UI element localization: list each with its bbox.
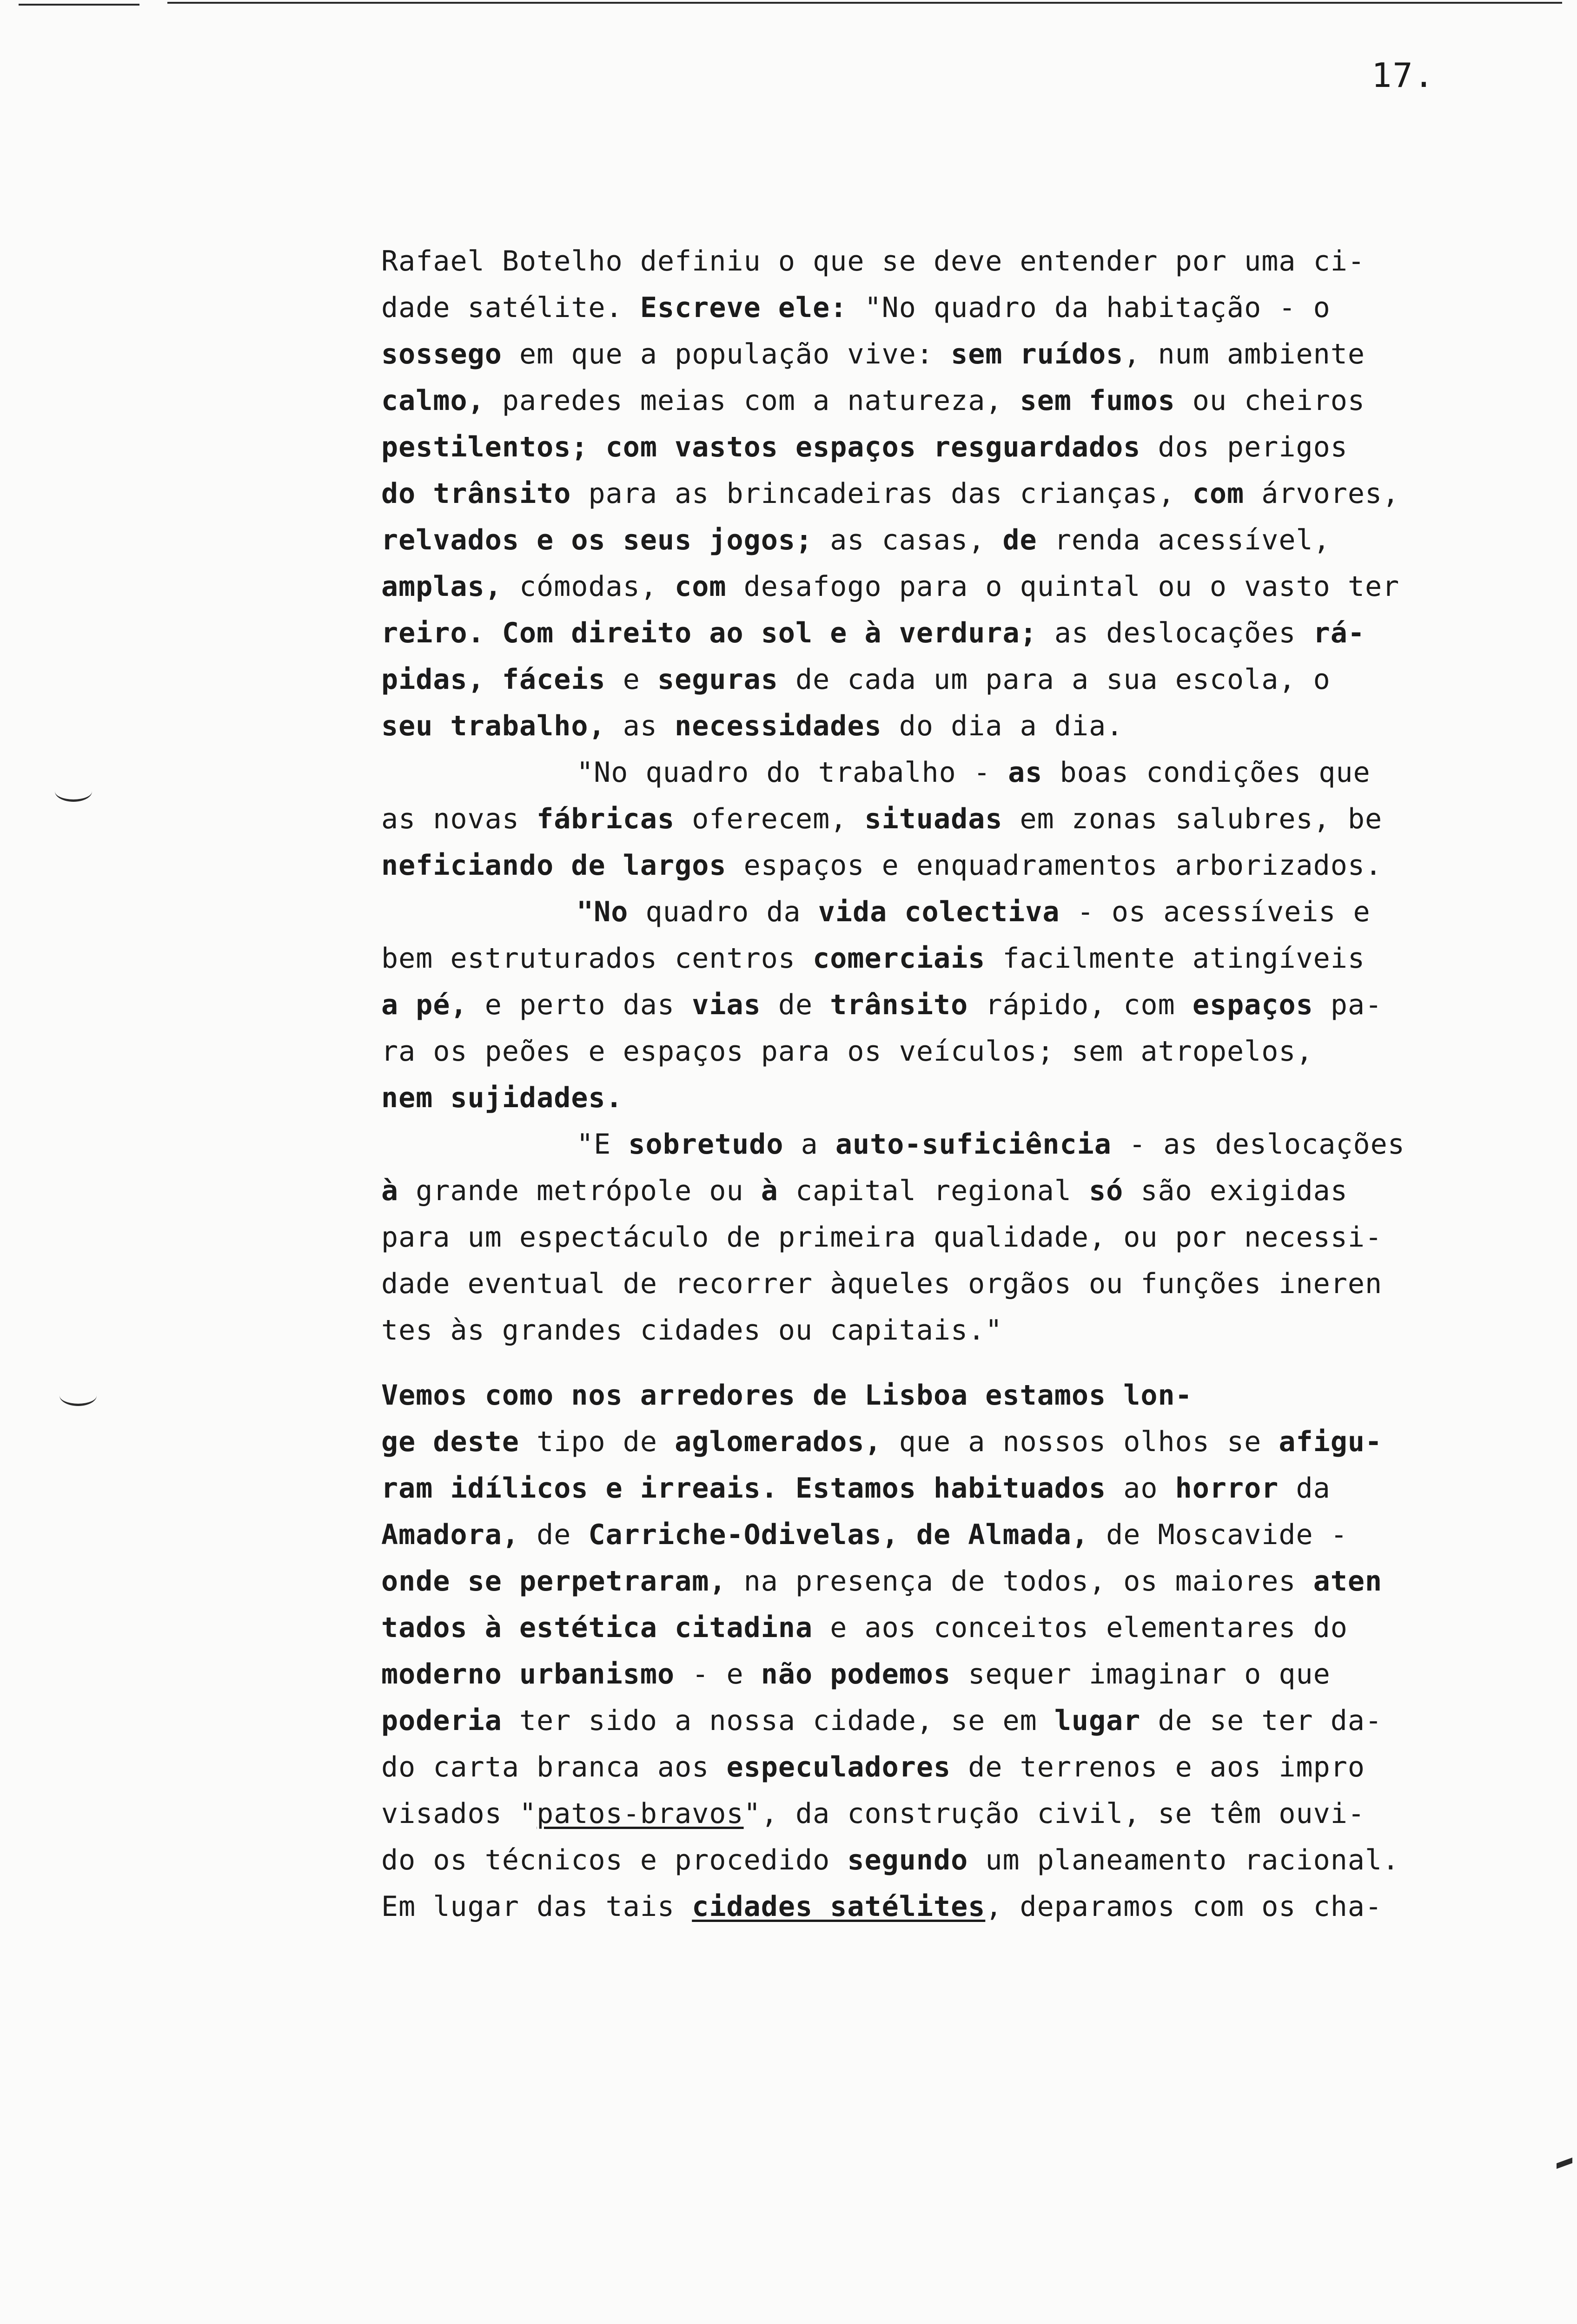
- text-line: [381, 1028, 1534, 1075]
- text-line: [381, 1168, 1534, 1214]
- text-run: de cada um para a sua escola, o: [778, 663, 1331, 696]
- text-run: as casas,: [813, 524, 1003, 556]
- text-run: "No quadro da habitação - o: [847, 291, 1331, 324]
- paragraph-5: [381, 1372, 1534, 1930]
- text-run: necessidades: [675, 710, 882, 742]
- text-run: só: [1089, 1175, 1124, 1207]
- text-run: espaços e enquadramentos arborizados.: [726, 849, 1383, 882]
- text-run: [588, 431, 605, 463]
- text-run: de: [1002, 524, 1037, 556]
- text-run: "E: [576, 1128, 629, 1161]
- text-run: as deslocações: [1037, 617, 1313, 649]
- text-run: dade eventual de recorrer àqueles orgãos ou funções ineren: [381, 1268, 1383, 1300]
- text-run: cómodas,: [502, 570, 675, 603]
- text-run: trânsito: [830, 989, 968, 1021]
- text-run: Amadora,: [381, 1519, 519, 1551]
- text-run: não podemos: [761, 1658, 951, 1690]
- text-line: [381, 1075, 1534, 1121]
- text-run: desafogo para o quintal ou o vasto ter: [726, 570, 1400, 603]
- text-run: são exigidas: [1123, 1175, 1348, 1207]
- margin-mark-upper: [55, 781, 92, 802]
- text-run: de terrenos e aos impro: [951, 1751, 1365, 1783]
- text-run: sem ruídos: [951, 338, 1124, 370]
- text-run: seu trabalho,: [381, 710, 606, 742]
- text-run: rá-: [1313, 617, 1365, 649]
- text-run: - e: [675, 1658, 761, 1690]
- text-run: "No quadro do trabalho -: [576, 756, 1008, 789]
- text-run: Carriche-Odivelas, de Almada,: [588, 1519, 1089, 1551]
- text-run: da: [1279, 1472, 1331, 1505]
- text-run: tipo de: [519, 1426, 675, 1458]
- text-run: vias: [692, 989, 761, 1021]
- text-line: [381, 1419, 1534, 1465]
- text-run: ", da construção civil, se têm ouvi-: [743, 1797, 1365, 1830]
- text-run: sobretudo: [628, 1128, 784, 1161]
- text-run: espaços: [1192, 989, 1313, 1021]
- text-run: - as deslocações: [1111, 1128, 1405, 1161]
- text-run: do dia a dia.: [881, 710, 1124, 742]
- text-run: fábricas: [537, 803, 675, 835]
- text-run: neficiando de largos: [381, 849, 727, 882]
- text-line: [381, 1372, 1534, 1419]
- text-run: capital regional: [778, 1175, 1089, 1207]
- text-run: e aos conceitos elementares do: [813, 1611, 1348, 1644]
- text-run: do carta branca aos: [381, 1751, 727, 1783]
- text-run: [657, 1611, 675, 1644]
- text-line: [381, 470, 1534, 517]
- text-run: situadas: [864, 803, 1003, 835]
- text-line: [381, 1512, 1534, 1558]
- text-run: as: [605, 710, 675, 742]
- text-run: aglomerados,: [675, 1426, 882, 1458]
- text-line: [381, 935, 1534, 982]
- text-run: pa-: [1313, 989, 1383, 1021]
- text-run: horror: [1175, 1472, 1279, 1505]
- text-line: [576, 749, 1534, 796]
- text-run: oferecem,: [675, 803, 865, 835]
- text-run: quadro da: [628, 896, 818, 928]
- text-line: [381, 563, 1534, 610]
- text-run: reiro.: [381, 617, 485, 649]
- page-number: 17.: [1372, 56, 1435, 95]
- text-line: [381, 982, 1534, 1028]
- text-run: patos-bravos: [537, 1797, 744, 1830]
- text-line: [381, 424, 1534, 470]
- text-run: de se ter da-: [1140, 1704, 1383, 1737]
- paragraph-1: [381, 238, 1534, 749]
- paragraph-gap: [381, 1353, 1534, 1372]
- text-line: [381, 656, 1534, 703]
- corner-mark: [1557, 2158, 1572, 2169]
- text-run: moderno urbanismo: [381, 1658, 675, 1690]
- text-run: dade satélite.: [381, 291, 640, 324]
- text-line: [381, 1604, 1534, 1651]
- text-line: [381, 1651, 1534, 1697]
- text-run: ra os peões e espaços para os veículos; sem atropelos,: [381, 1035, 1313, 1068]
- text-run: em que a população vive:: [502, 338, 951, 370]
- top-rule-right: [167, 2, 1562, 4]
- paragraph-3: [381, 889, 1534, 1121]
- text-run: cidades satélites: [692, 1890, 986, 1923]
- text-run: afigu-: [1279, 1426, 1383, 1458]
- text-run: auto-suficiência: [835, 1128, 1112, 1161]
- text-run: tes às grandes cidades ou capitais.": [381, 1314, 1003, 1347]
- text-line: [381, 284, 1534, 331]
- text-run: seguras: [657, 663, 778, 696]
- text-run: onde se perpetraram,: [381, 1565, 727, 1598]
- text-line: [381, 377, 1534, 424]
- text-run: com: [675, 570, 727, 603]
- text-run: , deparamos com os cha-: [985, 1890, 1383, 1923]
- text-line: [381, 842, 1534, 889]
- text-run: calmo,: [381, 384, 485, 417]
- text-run: lugar: [1054, 1704, 1141, 1737]
- text-line: [381, 610, 1534, 656]
- text-run: dos perigos: [1140, 431, 1348, 463]
- text-run: , num ambiente: [1123, 338, 1365, 370]
- text-run: para um espectáculo de primeira qualidade, ou por necessi-: [381, 1221, 1383, 1254]
- text-run: Com direito ao sol e à verdura;: [502, 617, 1037, 649]
- text-run: sem fumos: [1020, 384, 1175, 417]
- text-line: [381, 1558, 1534, 1604]
- text-run: pestilentos;: [381, 431, 589, 463]
- text-line: [381, 1261, 1534, 1307]
- text-run: - os acessíveis e: [1060, 896, 1371, 928]
- text-run: citadina: [675, 1611, 813, 1644]
- text-run: visados ": [381, 1797, 537, 1830]
- text-run: paredes meias com a natureza,: [484, 384, 1020, 417]
- text-run: à: [761, 1175, 778, 1207]
- text-run: de: [519, 1519, 589, 1551]
- text-line: [381, 238, 1534, 284]
- text-line: [381, 1214, 1534, 1261]
- text-run: rápido, com: [968, 989, 1193, 1021]
- text-run: bem estruturados centros: [381, 942, 813, 975]
- text-line: [381, 1307, 1534, 1353]
- text-run: com vastos espaços resguardados: [605, 431, 1141, 463]
- text-line: [381, 1697, 1534, 1744]
- text-run: ge deste: [381, 1426, 519, 1458]
- text-run: aten: [1313, 1565, 1383, 1598]
- text-run: que a nossos olhos se: [881, 1426, 1279, 1458]
- text-line: [381, 331, 1534, 377]
- text-run: para as brincadeiras das crianças,: [571, 477, 1193, 510]
- text-run: renda acessível,: [1037, 524, 1331, 556]
- text-run: tados à estética: [381, 1611, 657, 1644]
- text-run: ou cheiros: [1175, 384, 1365, 417]
- text-run: grande metrópole ou: [398, 1175, 761, 1207]
- text-run: de: [761, 989, 830, 1021]
- text-run: comerciais: [813, 942, 986, 975]
- text-run: as novas: [381, 803, 537, 835]
- text-run: na presença de todos, os maiores: [726, 1565, 1313, 1598]
- text-run: nem sujidades.: [381, 1082, 623, 1114]
- text-run: sossego: [381, 338, 502, 370]
- text-run: à: [381, 1175, 399, 1207]
- text-run: "No: [576, 896, 629, 928]
- text-run: ram idílicos e irreais. Estamos habituados: [381, 1472, 1107, 1505]
- text-run: ter sido a nossa cidade, se em: [502, 1704, 1054, 1737]
- top-rule-left: [19, 4, 139, 6]
- text-run: segundo: [847, 1844, 968, 1876]
- text-run: Em lugar das tais: [381, 1890, 692, 1923]
- text-run: de Moscavide -: [1089, 1519, 1348, 1551]
- text-run: em zonas salubres, be: [1002, 803, 1383, 835]
- text-line: [381, 1837, 1534, 1883]
- text-run: especuladores: [726, 1751, 951, 1783]
- text-run: facilmente atingíveis: [985, 942, 1365, 975]
- text-run: e: [605, 663, 657, 696]
- text-run: Vemos como nos arredores de Lisboa estamos lon-: [381, 1379, 1193, 1412]
- text-line: [576, 889, 1534, 935]
- paragraph-4: [381, 1121, 1534, 1353]
- text-run: Rafael Botelho definiu o que se deve entender por uma ci-: [381, 245, 1365, 277]
- text-run: a: [783, 1128, 835, 1161]
- text-run: um planeamento racional.: [968, 1844, 1400, 1876]
- text-run: árvores,: [1244, 477, 1400, 510]
- text-run: poderia: [381, 1704, 502, 1737]
- text-run: pidas, fáceis: [381, 663, 606, 696]
- paragraph-2: [381, 749, 1534, 889]
- text-run: do os técnicos e procedido: [381, 1844, 848, 1876]
- text-run: vida colectiva: [818, 896, 1060, 928]
- text-line: [381, 1790, 1534, 1837]
- text-run: a pé,: [381, 989, 468, 1021]
- text-line: [381, 1744, 1534, 1790]
- margin-mark-lower: [60, 1385, 97, 1406]
- text-line: [576, 1121, 1534, 1168]
- text-run: sequer imaginar o que: [951, 1658, 1331, 1690]
- text-line: [381, 1883, 1534, 1930]
- text-line: [381, 1465, 1534, 1512]
- text-run: ao: [1106, 1472, 1175, 1505]
- text-run: do trânsito: [381, 477, 571, 510]
- text-run: as: [1008, 756, 1043, 789]
- text-run: relvados e os seus jogos;: [381, 524, 813, 556]
- text-run: boas condições que: [1042, 756, 1371, 789]
- text-line: [381, 796, 1534, 842]
- text-run: Escreve ele:: [640, 291, 848, 324]
- text-line: [381, 517, 1534, 563]
- text-run: e perto das: [467, 989, 692, 1021]
- text-run: amplas,: [381, 570, 502, 603]
- body-text: [381, 238, 1534, 1930]
- text-run: [485, 617, 502, 649]
- text-line: [381, 703, 1534, 749]
- text-run: com: [1192, 477, 1245, 510]
